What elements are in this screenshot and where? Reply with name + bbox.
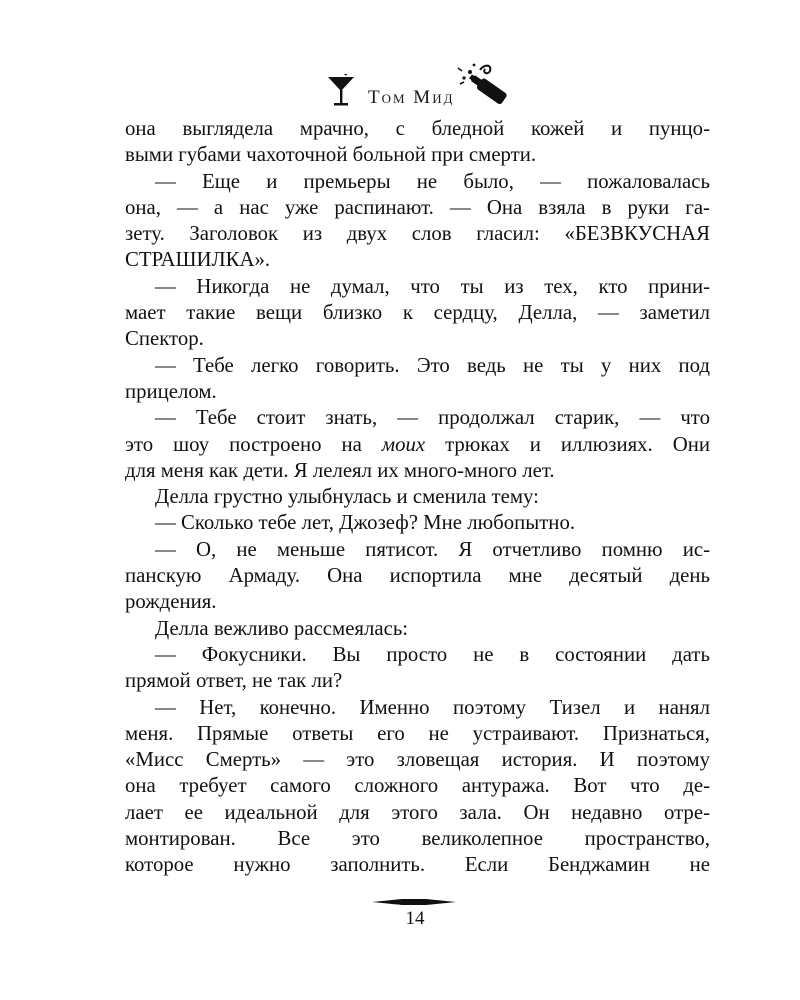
text-line: она, — а нас уже распинают. — Она взяла в руки га-: [125, 195, 710, 219]
paragraph: [125, 510, 710, 536]
text-segment: это шоу построено на: [125, 432, 382, 456]
text-line: монтирован. Все это великолепное пространство,: [125, 827, 710, 851]
text-line: — Никогда не думал, что ты из тех, кто прини-: [155, 274, 710, 298]
cocktail-glass-icon: [326, 74, 356, 108]
text-line: меня. Прямые ответы его не устраивают. Признаться,: [125, 721, 710, 745]
italic-emphasis: моих: [381, 432, 426, 456]
text-line: «Мисс Смерть» — это зловещая история. И поэтому: [125, 748, 710, 772]
text-segment: трюках и иллюзиях. Они: [425, 432, 710, 456]
champagne-bottle-icon: [452, 62, 516, 106]
text-line: она требует самого сложного антуража. Вот что де-: [125, 774, 710, 798]
text-line: для меня как дети. Я лелеял их много-много лет.: [125, 458, 555, 482]
text-line: СТРАШИЛКА».: [125, 248, 271, 272]
text-line: — Фокусники. Вы просто не в состоянии дать: [155, 642, 710, 666]
text-line: рождения.: [125, 590, 217, 614]
text-line: мает такие вещи близко к сердцу, Делла, — заметил: [125, 301, 710, 325]
author-name: Том Мид: [368, 87, 455, 108]
paragraph: [125, 642, 710, 695]
text-line: [125, 432, 710, 458]
text-line: прицелом.: [125, 379, 217, 403]
text-line: Спектор.: [125, 327, 204, 351]
paragraph: [125, 537, 710, 616]
paragraph: [125, 353, 710, 406]
page-number: 14: [405, 908, 425, 929]
paragraph: [125, 695, 710, 879]
paragraph: [125, 484, 710, 510]
running-header: [0, 62, 800, 112]
text-line: — Тебе стоит знать, — продолжал старик, — что: [155, 406, 710, 430]
text-line: зету. Заголовок из двух слов гласил: «БЕЗВКУСНАЯ: [125, 222, 710, 246]
ornament-divider-icon: [372, 896, 456, 908]
paragraph: [125, 274, 710, 353]
text-line: лает ее идеальной для этого зала. Он недавно отре-: [125, 800, 710, 824]
text-line: — Сколько тебе лет, Джозеф? Мне любопытно.: [155, 511, 576, 535]
text-line: прямой ответ, не так ли?: [125, 669, 343, 693]
text-line: — Тебе легко говорить. Это ведь не ты у них под: [155, 353, 710, 377]
text-line: она выглядела мрачно, с бледной кожей и пунцо-: [125, 117, 710, 140]
paragraph: [125, 405, 710, 484]
text-line: Делла грустно улыбнулась и сменила тему:: [155, 485, 539, 509]
text-line: — Нет, конечно. Именно поэтому Тизел и нанял: [155, 695, 710, 719]
paragraph: [125, 169, 710, 274]
paragraph: [125, 616, 710, 642]
text-line: — О, не меньше пятисот. Я отчетливо помню ис-: [155, 537, 710, 561]
page-footer: [0, 890, 800, 940]
text-line: — Еще и премьеры не было, — пожаловалась: [155, 169, 710, 193]
page-body: [125, 116, 710, 879]
paragraph: [125, 116, 710, 169]
text-line: которое нужно заполнить. Если Бенджамин не: [125, 853, 710, 877]
text-line: выми губами чахоточной больной при смерти.: [125, 143, 537, 167]
text-line: Делла вежливо рассмеялась:: [155, 616, 409, 640]
text-line: панскую Армаду. Она испортила мне десятый день: [125, 564, 710, 588]
